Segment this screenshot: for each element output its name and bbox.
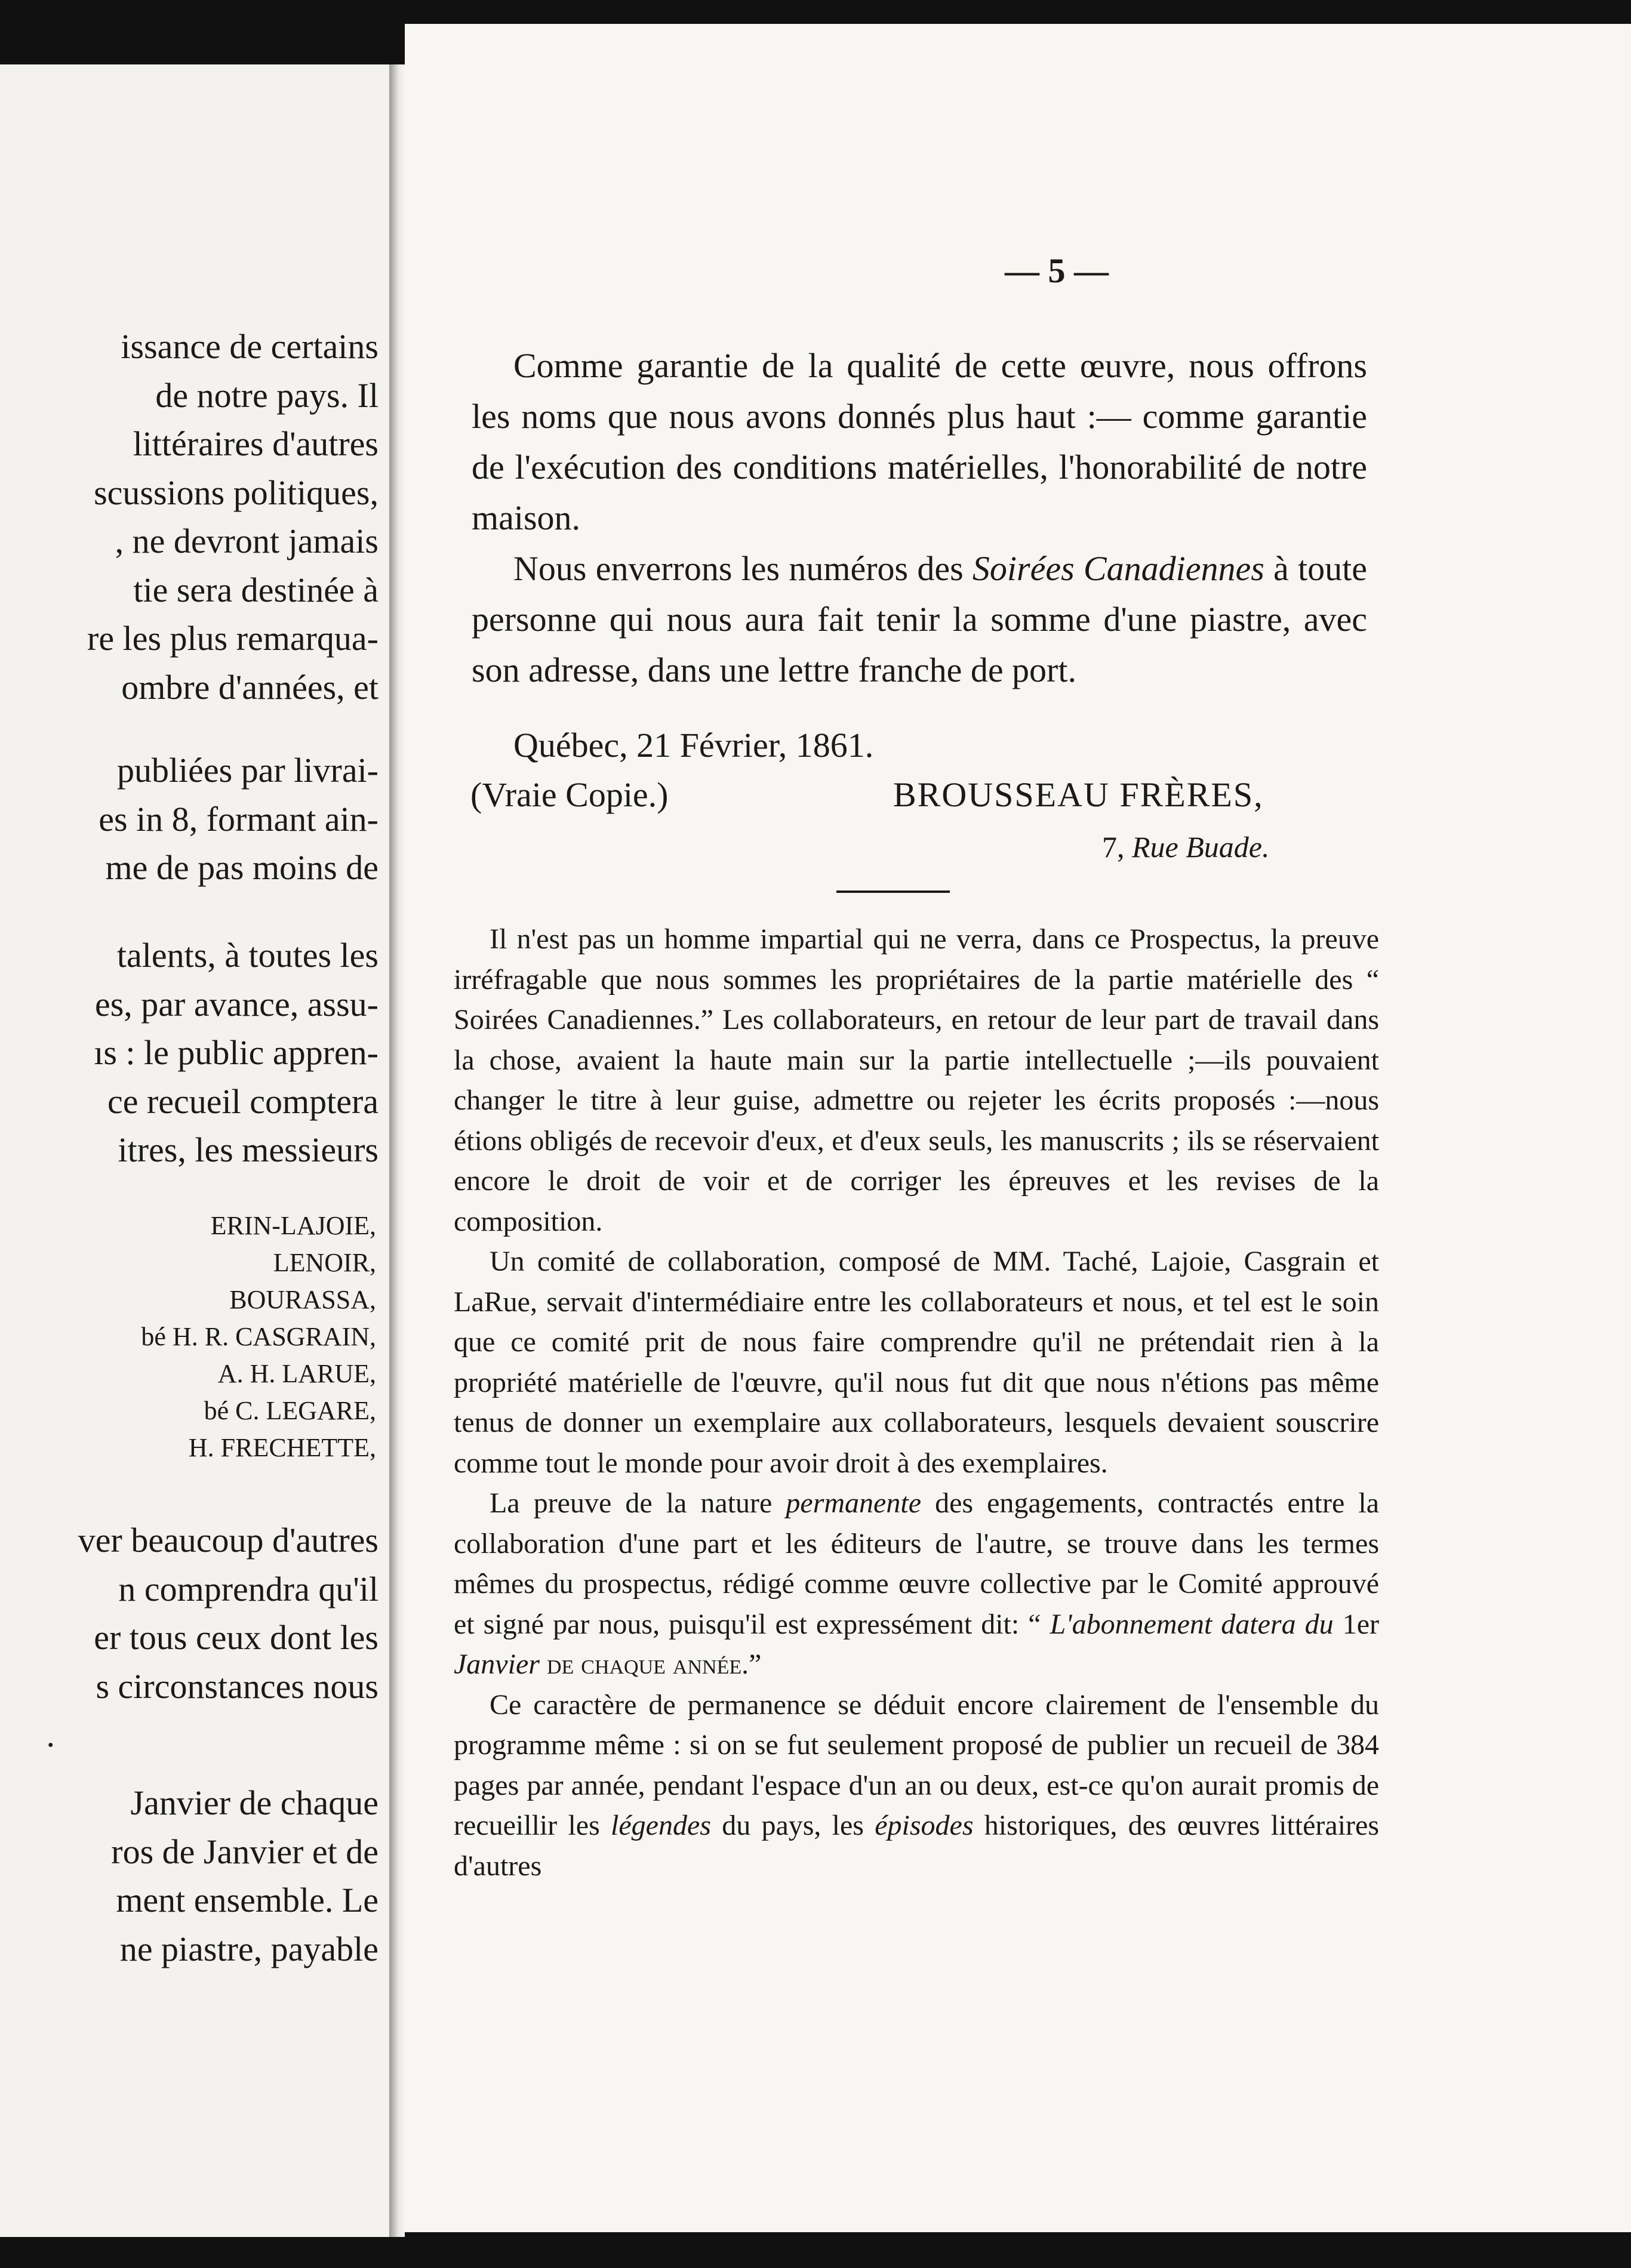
book-gutter [389,64,405,2237]
left-line: me de pas moins de [105,848,378,887]
divider [836,890,950,893]
left-line: Janvier de chaque [130,1783,378,1822]
paragraph: Un comité de collaboration, composé de MM. Taché, Lajoie, Casgrain et LaRue, servait d'intermédiaire entre les collaborateurs et nous, et tel est le soin que ce comité prit de nous faire comprendre qu'il ne prétendait rien à la propriété matérielle de l'œuvre, qu'il nous fut dit que nous n'étions pas même tenus de donner un exemplaire aux collaborateurs, lesquels devaient souscrire comme tout le monde pour avoir droit à des exemplaires. [454,1246,1379,1479]
left-line: scussions politiques, [94,473,378,512]
left-line: , ne devront jamais [115,522,378,560]
left-line: ıs : le public appren- [94,1033,378,1072]
right-page [405,24,1631,2232]
left-line: ne piastre, payable [119,1930,378,1968]
left-line: talents, à toutes les [116,936,378,975]
paragraph: Comme garantie de la qualité de cette œuvre, nous offrons les noms que nous avons donnés plus haut :— comme garantie de l'exécution des conditions matérielles, l'honorabilité de notre maison. [472,346,1367,537]
left-line: publiées par livrai- [116,751,378,790]
prospectus-text [472,340,1367,695]
left-line: er tous ceux dont les [94,1618,378,1657]
left-line: ros de Janvier et de [111,1832,378,1871]
italic-title: Soirées Canadiennes [972,549,1264,588]
left-line: s circonstances nous [96,1667,378,1706]
left-page [0,64,391,2237]
paragraph: La preuve de la nature permanente des engagements, contractés entre la collaboration d'une part et les éditeurs de l'autre, se trouve dans les termes mêmes du prospectus, rédigé comme œuvre collective par le Comité approuvé et signé par nous, puisqu'il est expressément dit: “ L'abonnement datera du 1er Janvier de chaque année.” [454,1487,1380,1680]
collaborator-name: A. H. LARUE, [217,1359,376,1388]
commentary-text [454,919,1379,1886]
left-line: de notre pays. Il [155,376,378,415]
collaborator-name: BOURASSA, [229,1285,376,1314]
collaborator-name: H. FRECHETTE, [188,1433,376,1462]
left-line: es, par avance, assu- [94,985,378,1024]
left-line: n comprendra qu'il [118,1570,378,1608]
left-line: ombre d'années, et [121,668,378,707]
dateline: Québec, 21 Février, 1861. [513,726,874,765]
left-line: tie sera destinée à [133,571,378,609]
collaborator-name: bé H. R. CASGRAIN, [141,1322,376,1351]
paragraph: Ce caractère de permanence se déduit encore clairement de l'ensemble du programme même : si on se fut seulement proposé de publier un recueil de 384 pages par année, pendant l'espace d'un an ou deux, est-ce qu'on aurait promis de recueillir les légendes du pays, les épisodes historiques, des œuvres littéraires d'autres [454,1688,1380,1882]
left-line: es in 8, formant ain- [99,800,378,839]
left-line: re les plus remarqua- [87,619,378,658]
page-number: — 5 — [1005,251,1109,290]
paragraph: Nous enverrons les numéros des Soirées Canadiennes à toute personne qui nous aura fait tenir la somme d'une piastre, avec son adresse, dans une lettre franche de port. [472,549,1367,689]
collaborator-name: ERIN-LAJOIE, [210,1211,376,1240]
publisher-name: BROUSSEAU FRÈRES, [893,775,1264,814]
left-line: ment ensemble. Le [116,1881,378,1919]
left-line: itres, les messieurs [118,1130,378,1169]
left-line: issance de certains [121,327,378,366]
left-line: . [46,1715,55,1754]
left-line: ce recueil comptera [107,1082,378,1121]
left-line: littéraires d'autres [133,424,378,463]
copy-note: (Vraie Copie.) [470,775,669,814]
publisher-address: 7, Rue Buade. [1102,830,1270,864]
left-line: ver beaucoup d'autres [78,1521,378,1560]
collaborator-name: bé C. LEGARE, [204,1396,376,1425]
collaborator-name: LENOIR, [273,1248,376,1277]
paragraph: Il n'est pas un homme impartial qui ne verra, dans ce Prospectus, la preuve irréfragable que nous sommes les propriétaires de la partie matérielle des “ Soirées Canadiennes.” Les collaborateurs, en retour de leur part de travail dans la chose, avaient la haute main sur la partie intellectuelle ;—ils pouvaient changer le titre à leur guise, admettre ou rejeter les écrits proposés :—nous étions obligés de recevoir d'eux, et d'eux seuls, les manuscrits ; ils se réservaient encore le droit de voir et de corriger les épreuves et les revises de la composition. [454,923,1379,1237]
